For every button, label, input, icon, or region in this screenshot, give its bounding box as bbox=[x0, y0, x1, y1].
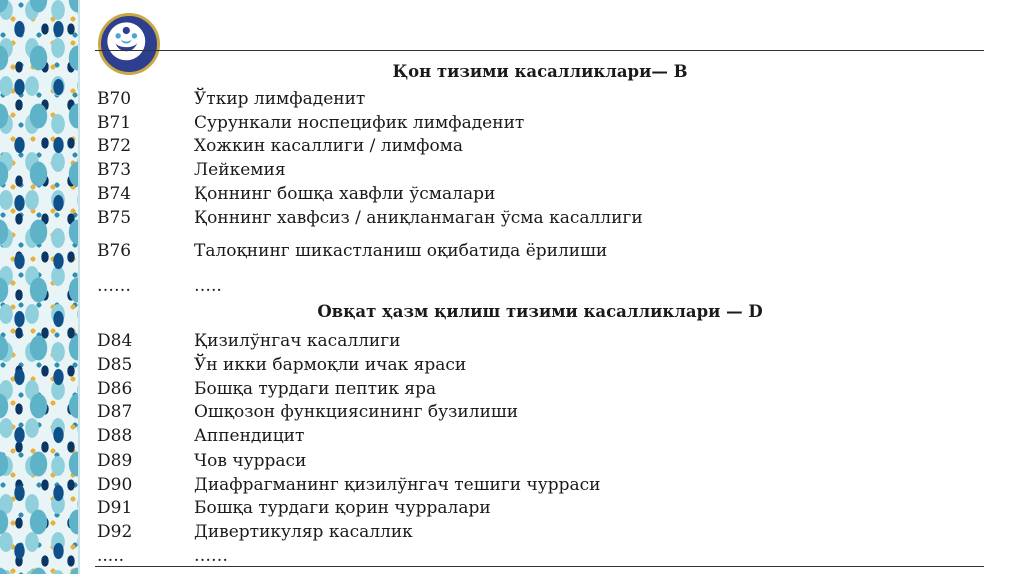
disease-code: ..... bbox=[97, 546, 125, 566]
disease-code: D90 bbox=[97, 475, 133, 495]
disease-name: Қоннинг бошқа хавфли ўсмалари bbox=[194, 184, 496, 204]
disease-name: Қоннинг хавфсиз / аниқланмаган ўсма касаллиги bbox=[194, 208, 643, 228]
disease-code: D85 bbox=[97, 355, 133, 375]
disease-name: Ошқозон функциясининг бузилиши bbox=[194, 402, 519, 422]
disease-name: Диафрагманинг қизилўнгач тешиги чурраси bbox=[194, 475, 601, 495]
disease-name: Ўткир лимфаденит bbox=[194, 89, 366, 109]
disease-code: D92 bbox=[97, 522, 133, 542]
disease-code: D88 bbox=[97, 426, 133, 446]
disease-code: B72 bbox=[97, 136, 132, 156]
disease-code: B73 bbox=[97, 160, 132, 180]
top-divider bbox=[95, 50, 984, 51]
disease-code: D87 bbox=[97, 402, 133, 422]
section-title-digestive-diseases: Овқат ҳазм қилиш тизими касалликлари — D bbox=[317, 302, 763, 321]
disease-name: Ўн икки бармоқли ичак яраси bbox=[194, 355, 467, 375]
disease-name: ….. bbox=[194, 276, 222, 296]
disease-code: B74 bbox=[97, 184, 132, 204]
disease-code: D86 bbox=[97, 379, 133, 399]
disease-name: …… bbox=[194, 546, 228, 566]
disease-code: B76 bbox=[97, 241, 132, 261]
disease-name: Аппендицит bbox=[194, 426, 305, 446]
disease-code: B75 bbox=[97, 208, 132, 228]
disease-name: Бошқа турдаги қорин чурралари bbox=[194, 498, 491, 518]
disease-name: Қизилўнгач касаллиги bbox=[194, 331, 401, 351]
disease-name: Сурункали носпецифик лимфаденит bbox=[194, 113, 525, 133]
disease-name: Чов чурраси bbox=[194, 451, 307, 471]
disease-code: B70 bbox=[97, 89, 132, 109]
disease-code: D84 bbox=[97, 331, 133, 351]
disease-name: Бошқа турдаги пептик яра bbox=[194, 379, 437, 399]
disease-code: D89 bbox=[97, 451, 133, 471]
disease-name: Лейкемия bbox=[194, 160, 286, 180]
border-edge bbox=[78, 0, 80, 574]
disease-name: Дивертикуляр касаллик bbox=[194, 522, 413, 542]
disease-code: B71 bbox=[97, 113, 132, 133]
disease-code: D91 bbox=[97, 498, 133, 518]
disease-name: Хожкин касаллиги / лимфома bbox=[194, 136, 464, 156]
disease-name: Талоқнинг шикастланиш оқибатида ёрилиши bbox=[194, 241, 608, 261]
disease-code: …… bbox=[97, 276, 131, 296]
bottom-divider bbox=[95, 566, 984, 567]
decorative-ikat-border bbox=[0, 0, 78, 574]
section-title-blood-diseases: Қон тизими касалликлари— B bbox=[392, 62, 688, 81]
